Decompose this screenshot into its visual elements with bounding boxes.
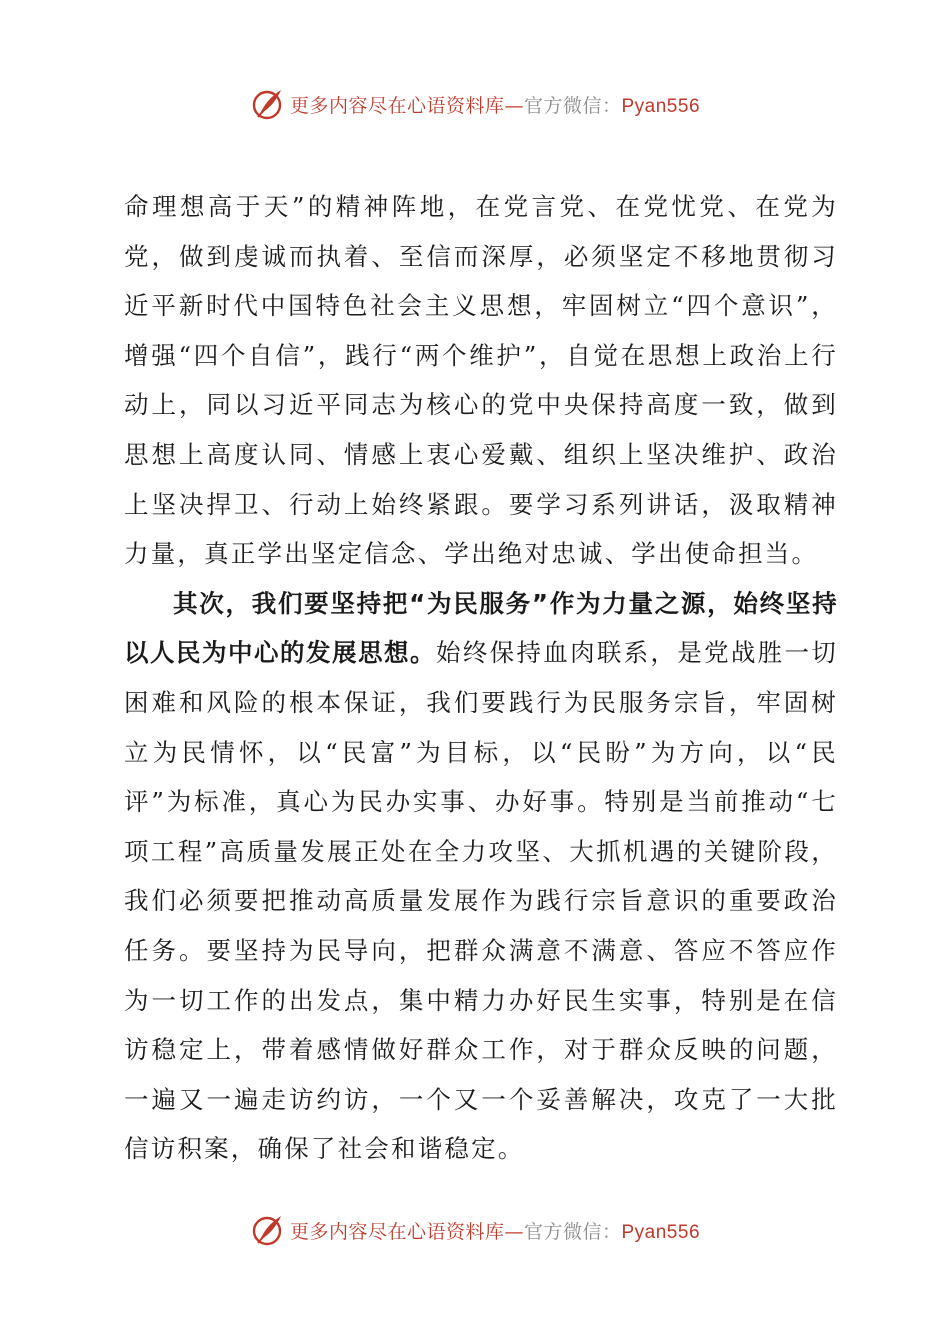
wechat-label: 官方微信：	[523, 94, 622, 117]
quill-pen-icon	[250, 87, 284, 121]
quill-pen-icon	[250, 1213, 284, 1247]
paragraph-2-text: 始终保持血肉联系，是党战胜一切困难和风险的根本保证，我们要践行为民服务宗旨，牢固树立为民情怀，以“民富”为目标，以“民盼”为方向，以“民评”为标准，真心为民办实事、办好事。特别是当前推动“七项工程”高质量发展正处在全力攻坚、大抓机遇的关键阶段，我们必须要把推动高质量发展作为践行宗旨意识的重要政治任务。要坚持为民导向，把群众满意不满意、答应不答应作为一切工作的出发点，集中精力办好民生实事，特别是在信访稳定上，带着感情做好群众工作，对于群众反映的问题，一遍又一遍走访约访，一个又一个妥善解决，攻克了一大批信访积案，确保了社会和谐稳定。	[124, 638, 838, 1164]
paragraph-1: 命理想高于天”的精神阵地，在党言党、在党忧党、在党为党，做到虔诚而执着、至信而深厚，必须坚定不移地贯彻习近平新时代中国特色社会主义思想，牢固树立“四个意识”，增强“四个自信”，践行“两个维护”，自觉在思想上政治上行动上，同以习近平同志为核心的党中央保持高度一致，做到思想上高度认同、情感上衷心爱戴、组织上坚决维护、政治上坚决捍卫、行动上始终紧跟。要学习系列讲话，汲取精神力量，真正学出坚定信念、学出绝对忠诚、学出使命担当。	[124, 192, 838, 569]
header-banner	[0, 84, 950, 124]
banner-text-line	[290, 1217, 700, 1244]
wechat-label: 官方微信：	[523, 1220, 622, 1243]
footer-banner	[0, 1210, 950, 1250]
banner-text-line	[290, 91, 700, 118]
wechat-id: Pyan556	[621, 95, 701, 117]
document-body	[124, 182, 838, 1174]
banner-slogan: 更多内容尽在心语资料库	[289, 94, 505, 117]
paragraph-2	[124, 579, 838, 1174]
wechat-id: Pyan556	[621, 1221, 701, 1243]
banner-separator: —	[504, 1220, 524, 1243]
paragraph-2-heading: 其次，我们要坚持把“为民服务”作为力量之源，始终坚持以人民为中心的发展思想。	[124, 588, 838, 668]
banner-separator: —	[504, 94, 524, 117]
banner-slogan: 更多内容尽在心语资料库	[289, 1220, 505, 1243]
